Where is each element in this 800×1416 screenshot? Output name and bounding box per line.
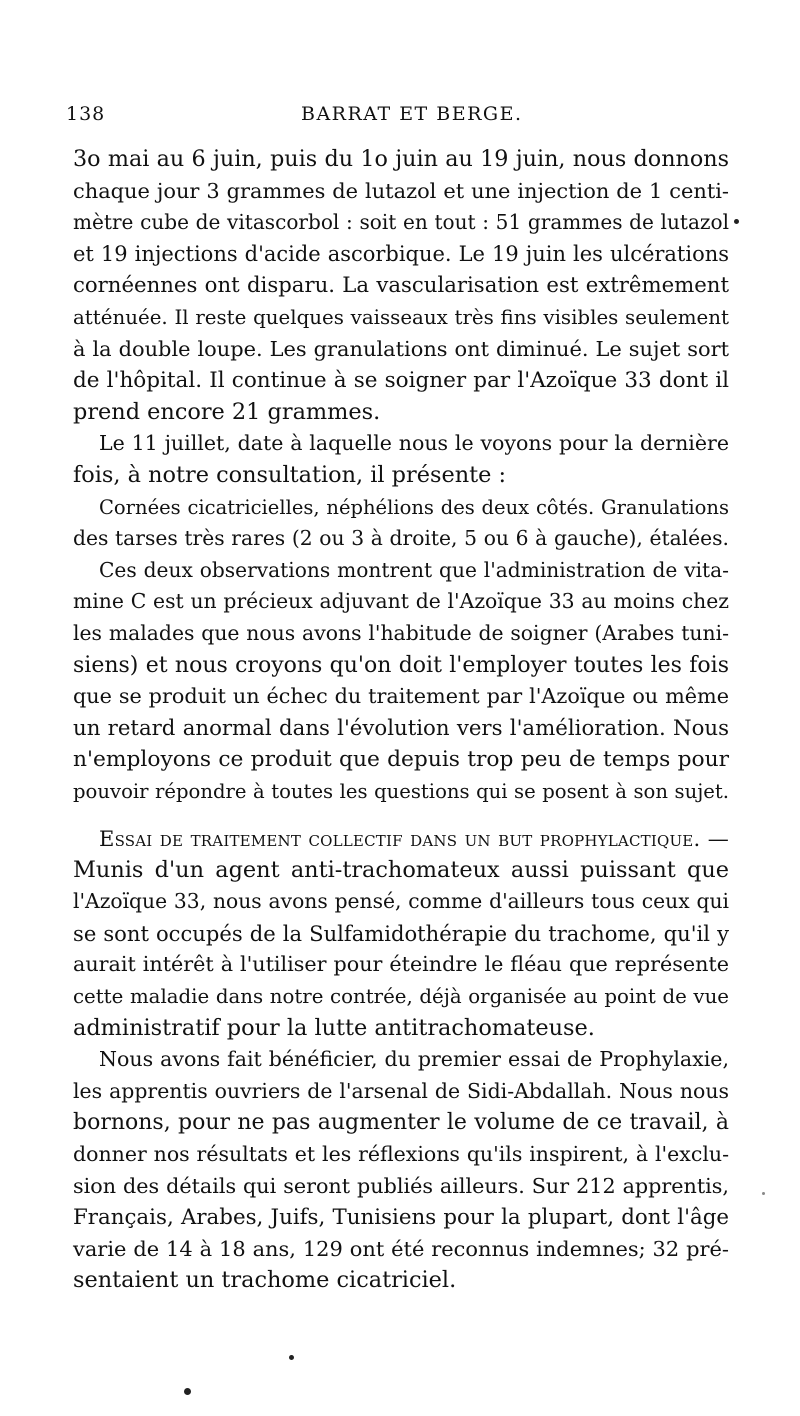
text-line: donner nos résultats et les réflexions qu'ils inspirent, à l'exclu- xyxy=(73,1141,729,1166)
text-line: pouvoir répondre à toutes les questions qui se posent à son sujet. xyxy=(73,779,729,803)
text-line: administratif pour la lutte antitrachomateuse. xyxy=(73,1014,595,1041)
text-line: mine C est un précieux adjuvant de l'Azoïque 33 au moins chez xyxy=(73,589,729,614)
text-line: bornons, pour ne pas augmenter le volume de ce travail, à xyxy=(73,1110,729,1136)
text-line: aurait intérêt à l'utiliser pour éteindre le fléau que représente xyxy=(73,952,729,977)
text-line: siens) et nous croyons qu'on doit l'employer toutes les fois xyxy=(73,652,729,678)
page-number: 138 xyxy=(66,103,106,125)
text-line: sion des détails qui seront publiés ailleurs. Sur 212 apprentis, xyxy=(73,1173,729,1198)
text-line: et 19 injections d'acide ascorbique. Le 19 juin les ulcérations xyxy=(73,241,729,266)
scan-speck xyxy=(184,1388,191,1395)
running-title: BARRAT ET BERGE. xyxy=(301,103,523,125)
text-line: l'Azoïque 33, nous avons pensé, comme d'ailleurs tous ceux qui xyxy=(73,889,729,914)
text-line: cornéennes ont disparu. La vascularisation est extrêmement xyxy=(73,273,729,299)
text-line: que se produit un échec du traitement par l'Azoïque ou même xyxy=(73,684,729,709)
running-head xyxy=(66,103,734,133)
scan-speck xyxy=(734,219,739,224)
text-line: varie de 14 à 18 ans, 129 ont été reconnus indemnes; 32 pré- xyxy=(73,1236,729,1261)
text-line: fois, à notre consultation, il présente : xyxy=(73,461,507,488)
text-line: des tarses très rares (2 ou 3 à droite, 5 ou 6 à gauche), étalées. xyxy=(73,526,729,551)
text-line: Nous avons fait bénéficier, du premier essai de Prophylaxie, xyxy=(99,1047,729,1072)
text-line: Le 11 juillet, date à laquelle nous le voyons pour la dernière xyxy=(99,431,729,456)
scan-speck xyxy=(762,1192,765,1195)
text-line: cette maladie dans notre contrée, déjà organisée au point de vue xyxy=(73,984,729,1008)
text-line: Ces deux observations montrent que l'administration de vita- xyxy=(99,557,729,582)
text-line: 3o mai au 6 juin, puis du 1o juin au 19 juin, nous donnons xyxy=(73,146,729,172)
text-line: Cornées cicatricielles, néphélions des deux côtés. Granulations xyxy=(99,495,729,519)
text-line: à la double loupe. Les granulations ont diminué. Le sujet sort xyxy=(73,336,729,361)
text-line: sentaient un trachome cicatriciel. xyxy=(73,1267,457,1294)
body-text-block-2 xyxy=(73,823,729,1297)
text-line: atténuée. Il reste quelques vaisseaux très fins visibles seulement xyxy=(73,305,729,329)
text-line: prend encore 21 grammes. xyxy=(73,398,381,425)
text-line: se sont occupés de la Sulfamidothérapie du trachome, qu'il y xyxy=(73,920,729,946)
text-line: les malades que nous avons l'habitude de soigner (Arabes tuni- xyxy=(73,620,729,645)
text-line: n'employons ce produit que depuis trop peu de temps pour xyxy=(73,747,729,773)
section-title: Essai de traitement collectif dans un but prophylactique. — xyxy=(99,826,729,851)
text-line: les apprentis ouvriers de l'arsenal de Sidi-Abdallah. Nous nous xyxy=(73,1078,729,1103)
body-text-block-1 xyxy=(73,144,729,807)
text-line: mètre cube de vitascorbol : soit en tout : 51 grammes de lutazol xyxy=(73,210,729,235)
text-line: de l'hôpital. Il continue à se soigner par l'Azoïque 33 dont il xyxy=(73,368,729,394)
text-line: Français, Arabes, Juifs, Tunisiens pour la plupart, dont l'âge xyxy=(73,1205,729,1231)
text-line: Munis d'un agent anti-trachomateux aussi puissant que xyxy=(73,856,729,883)
scan-speck xyxy=(289,1355,294,1360)
text-line: un retard anormal dans l'évolution vers l'amélioration. Nous xyxy=(73,715,729,741)
text-line: chaque jour 3 grammes de lutazol et une injection de 1 centi- xyxy=(73,178,729,203)
